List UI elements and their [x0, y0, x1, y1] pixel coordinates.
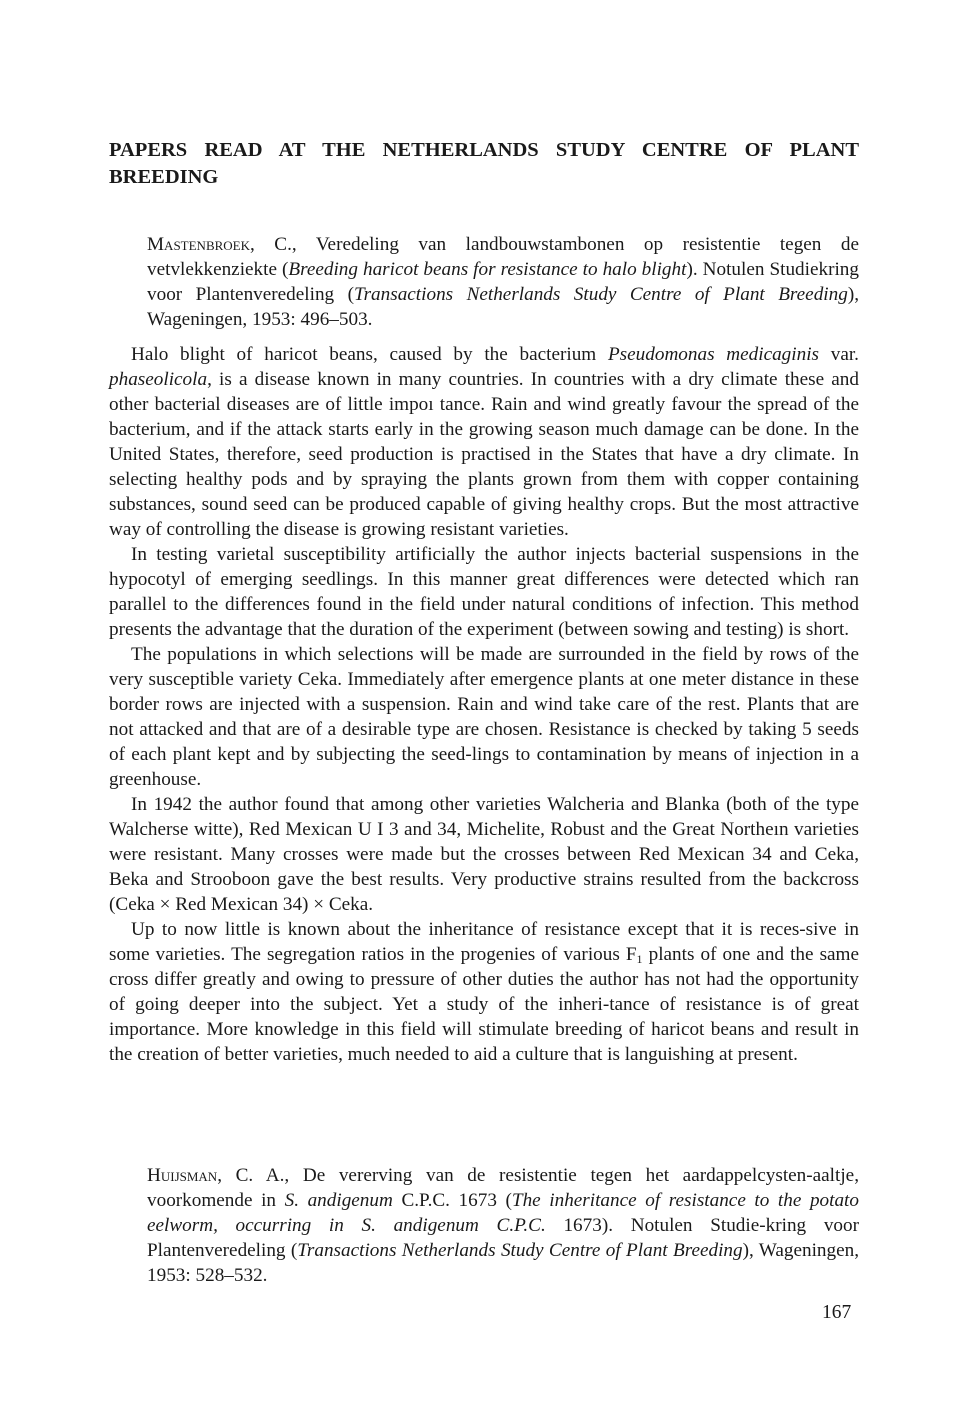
reference-mastenbroek — [147, 232, 859, 332]
paragraph-4: In 1942 the author found that among other varieties Walcheria and Blanka (both of the type Walcherse witte), Red Mexican U I 3 and 34, Michelite, Robust and the Great Northeın varieties were resistant. Many crosses were made but the crosses between Red Mexican 34 and Ceka, Beka and Strooboon gave the best results. Very productive strains resulted from the backcross (Ceka × Red Mexican 34) × Ceka. — [109, 794, 859, 915]
paragraph-2: In testing varietal susceptibility artificially the author injects bacterial suspensions in the hypocotyl of emerging seedlings. In this manner great differences were detected which ran parallel to the differences found in the field under natural conditions of infection. This method presents the advantage that the duration of the experiment (between sowing and testing) is short. — [109, 544, 859, 640]
abstract-body — [109, 342, 859, 1067]
ref2-species: S. andigenum — [284, 1190, 393, 1211]
p1-text-a: Halo blight of haricot beans, caused by the bacterium — [131, 344, 608, 365]
p5-subscript: 1 — [636, 952, 643, 966]
p1-species: Pseudomonas medicaginis — [607, 344, 819, 365]
ref1-journal: Transactions Netherlands Study Centre of Plant Breeding — [353, 284, 848, 305]
ref1-author-rest: , C., Veredeling van landbouwstambonen op resistentie tegen de vetvlekkenziekte ( — [147, 234, 859, 280]
ref2-end: ), Wageningen, 1953: 528–532. — [147, 1240, 860, 1286]
page-number: 167 — [822, 1302, 852, 1323]
p5-text-b: plants of one and the same cross differ greatly and owing to pressure of other duties the author has not had the opportunity of going deeper into the subject. Yet a study of the inheri-tance of resistance is of great importance. More knowledge in this field will stimulate breeding of haricot beans and result in the creation of better varieties, much needed to aid a culture that is languishing at present. — [109, 944, 859, 1065]
ref1-mid: ). Notulen Studiekring voor Plantenveredeling ( — [147, 259, 859, 305]
ref2-a2: C.P.C. 1673 ( — [392, 1190, 512, 1211]
ref1-title-en: Breeding haricot beans for resistance to halo blight — [288, 259, 687, 280]
p1-var: var. — [819, 344, 859, 365]
ref2-title-en: The inheritance of resistance to the potato eelworm, occurring in S. andigenum C.P.C. — [147, 1190, 859, 1236]
ref1-author: Mastenbroek — [147, 234, 251, 255]
p5-text-a: Up to now little is known about the inheritance of resistance except that it is reces-sive in some varieties. The segregation ratios in the progenies of various F — [109, 919, 859, 965]
paragraph-5 — [109, 917, 859, 1067]
reference-huijsman — [147, 1163, 859, 1288]
ref2-author: Huijsman — [147, 1165, 218, 1186]
ref2-a1: , C. A., De vererving van de resistentie tegen het aardappelcysten-aaltje, voorkomende in — [147, 1165, 859, 1211]
paragraph-3: The populations in which selections will be made are surrounded in the field by rows of the very susceptible variety Ceka. Immediately after emergence plants at one meter distance in these border rows are injected with a suspension. Rain and wind take care of the rest. Plants that are not attacked and that are of a desirable type are chosen. Resistance is checked by taking 5 seeds of each plant kept and by subjecting the seed-lings to contamination by means of injection in a greenhouse. — [109, 644, 859, 790]
p1-text-b: , is a disease known in many countries. In countries with a dry climate these and other bacterial diseases are of little impoı tance. Rain and wind greatly favour the spread of the bacterium, and if the attack starts early in the growing season much damage can be done. In the United States, therefore, seed production is practised in the States that have a dry climate. In selecting healthy pods and by spraying the plants grown from them with copper containing substances, sound seed can be produced capable of giving healthy crops. But the most attractive way of controlling the disease is growing resistant varieties. — [109, 369, 859, 540]
ref2-a3: 1673). Notulen Studie-kring voor Plantenveredeling ( — [147, 1215, 859, 1261]
ref2-journal: Transactions Netherlands Study Centre of Plant Breeding — [297, 1240, 743, 1261]
section-title: PAPERS READ AT THE NETHERLANDS STUDY CENTRE OF PLANT BREEDING — [109, 139, 859, 188]
p1-variety: phaseolicola — [109, 369, 208, 390]
paragraph-1 — [109, 342, 859, 542]
ref1-end: ), Wageningen, 1953: 496–503. — [147, 284, 859, 330]
